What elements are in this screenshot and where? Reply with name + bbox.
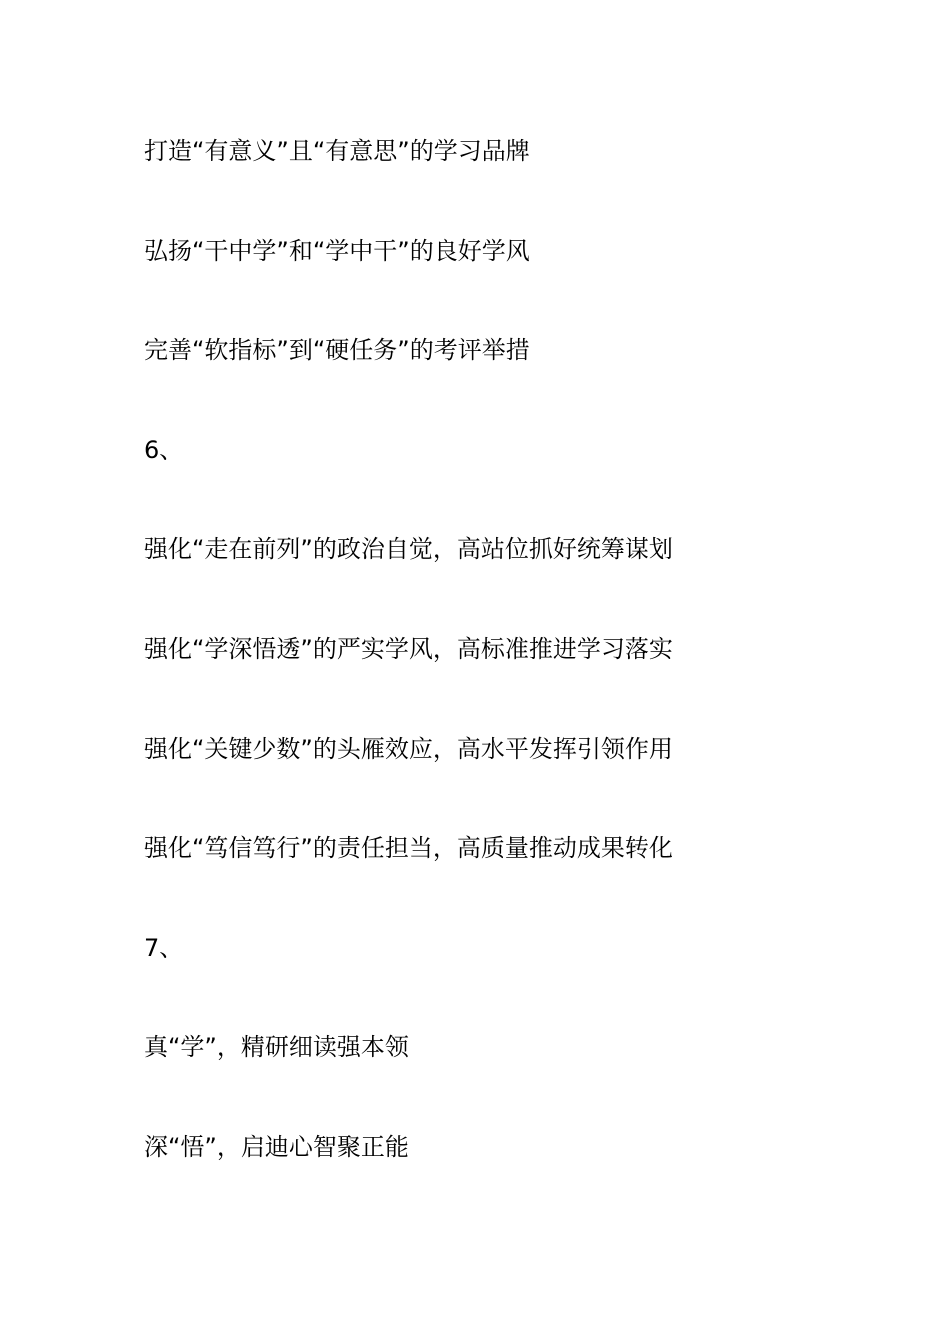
text-line: 强化“笃信笃行”的责任担当，高质量推动成果转化 xyxy=(144,834,673,863)
text-line: 强化“学深悟透”的严实学风，高标准推进学习落实 xyxy=(144,634,673,663)
text-line: 真“学”，精研细读强本领 xyxy=(144,1033,409,1062)
text-line: 打造“有意义”且“有意思”的学习品牌 xyxy=(144,137,530,165)
text-line: 强化“走在前列”的政治自觉，高站位抓好统筹谋划 xyxy=(144,535,673,564)
text-line: 完善“软指标”到“硬任务”的考评举措 xyxy=(144,336,530,365)
text-line: 强化“关键少数”的头雁效应，高水平发挥引领作用 xyxy=(144,734,673,763)
document-body xyxy=(144,126,864,1222)
text-line: 弘扬“干中学”和“学中干”的良好学风 xyxy=(144,236,530,265)
section-number: 7、 xyxy=(144,933,184,962)
section-number: 6、 xyxy=(144,435,184,464)
text-line: 深“悟”，启迪心智聚正能 xyxy=(144,1132,409,1161)
